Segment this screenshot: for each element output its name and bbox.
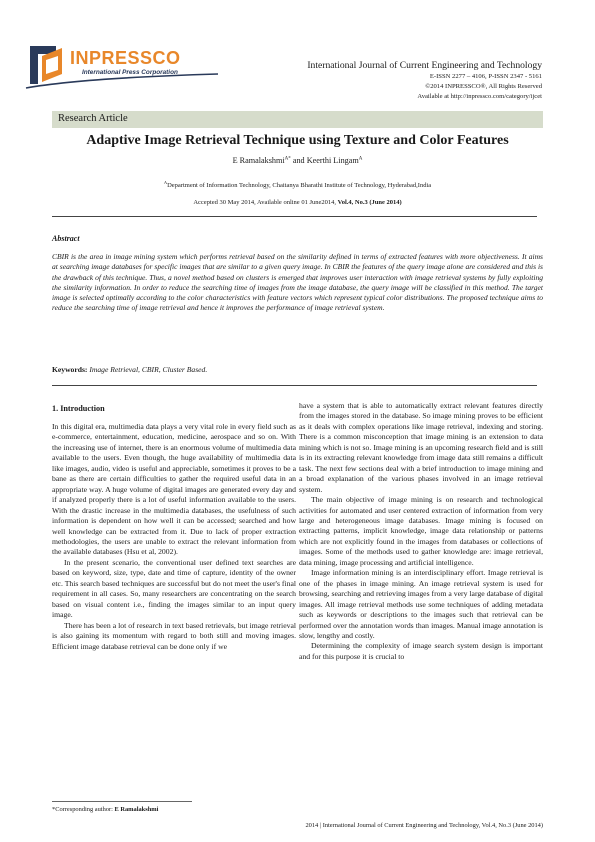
- body-paragraph: In this digital era, multimedia data plays a very vital role in every field such as e-commerce, entertainment, education, medicine, aerospace and so on. With the increasing use of internet, there is an enormous volume of multimedia data available to the users. Even though, the huge availability of multimedia data like images, audio, video is useful and appreciable, sometimes it proves to be a bane as there are certain difficulties to gather the required useful data in an appropriate way. A huge volume of digital images are generated every day and if analyzed properly there is a lot of useful information available to the users. With the drastic increase in the multimedia databases, the usefulness of such information is dependent on how well it can be accessed; searched and how well knowledge can be extracted from it. Due to lack of proper extraction methodologies, the users are unable to extract the relevant information from the available databases (Hsu et al, 2002).: [52, 422, 296, 557]
- corresponding-author-footnote: [52, 806, 158, 813]
- author-name: E Ramalakshmi: [232, 156, 285, 165]
- journal-copyright: ©2014 INPRESSCO®, All Rights Reserved: [425, 83, 542, 90]
- logo-tagline: International Press Corporation: [82, 69, 178, 76]
- issue-date: (June 2014): [369, 199, 402, 206]
- page-footer: 2014 | International Journal of Current Engineering and Technology, Vol.4, No.3 (June 2014): [305, 822, 543, 829]
- body-paragraph: Image information mining is an interdisciplinary effort. Image retrieval is one of the phases in image mining. An image retrieval system is used for browsing, searching and retrieving images from a very large database of digital images. All image retrieval methods use some techniques of adding metadata such as keywords or descriptions to the images such that retrieval can be performed over the annotation words than images. Manual image annotation is slow, lengthy and costly.: [299, 568, 543, 640]
- author-superscript: A: [358, 156, 363, 162]
- footnote-label: *Corresponding author:: [52, 806, 113, 813]
- divider: [52, 385, 537, 386]
- section-heading: 1. Introduction: [52, 404, 105, 413]
- author-line: [40, 156, 555, 165]
- left-column: [52, 422, 296, 652]
- author-connector: and: [292, 156, 305, 165]
- affiliation-superscript: A: [163, 180, 168, 185]
- body-paragraph: have a system that is able to automatically extract relevant features directly from the images stored in the database. So image mining proves to be efficient as it deals with complex operations like image retrieval, indexing and storing. There is a common misconception that image mining is an extension to data mining which is not so. Image mining is an upcoming research field and is still is in its extracting relevant knowledge from image data still remains a difficult task. The next few sections deal with a brief introduction to image mining and a broad explanation of the various phases involved in an image retrieval system.: [299, 401, 543, 494]
- journal-url: Available at http://inpressco.com/category/ijcet: [417, 93, 542, 100]
- publication-dates: [40, 199, 555, 206]
- journal-title: International Journal of Current Engineering and Technology: [307, 60, 542, 71]
- abstract-heading: Abstract: [52, 234, 80, 243]
- author-name: Keerthi Lingam: [306, 156, 359, 165]
- author-superscript: A*: [284, 156, 291, 162]
- journal-issn: E-ISSN 2277 – 4106, P-ISSN 2347 - 5161: [429, 73, 542, 80]
- affiliation-text: Department of Information Technology, Chaitanya Bharathi Institute of Technology, Hyderabad,India: [167, 182, 432, 190]
- footnote-rule: [52, 801, 192, 802]
- keywords-text: Image Retrieval, CBIR, Cluster Based.: [89, 365, 208, 374]
- divider: [52, 216, 537, 217]
- footnote-name: E Ramalakshmi: [114, 806, 159, 813]
- article-type-label: Research Article: [58, 113, 128, 124]
- right-column: [299, 401, 543, 662]
- accepted-text: Accepted 30 May 2014, Available online 01 June2014,: [193, 199, 336, 206]
- body-paragraph: In the present scenario, the conventional user defined text searches are based on keyword, size, type, date and time of capture, identity of the owner etc. This search based techniques are successful but do not meet the user's final requirement in all cases. So, many researchers are concentrating on the search based on visual content i.e., finding the images similar to an input query image.: [52, 557, 296, 620]
- body-paragraph: There has been a lot of research in text based retrievals, but image retrieval is also gaining its momentum with regard to both still and moving images. Efficient image database retrieval can be done only if we: [52, 620, 296, 651]
- affiliation: [40, 180, 555, 189]
- keywords: [52, 365, 207, 374]
- keywords-label: Keywords:: [52, 365, 88, 374]
- logo-wordmark: INPRESSCO: [70, 48, 181, 68]
- body-paragraph: The main objective of image mining is on research and technological activities for automated and user centered extraction of information from very large and heterogeneous image databases. Image mining is focused on extracting patterns, implicit knowledge, image data relationship or patterns which are not explicitly found in the images from databases or collections of images. Some of the methods used to gather knowledge are: image retrieval, data mining, image processing and artificial intelligence.: [299, 495, 543, 567]
- body-paragraph: Determining the complexity of image search system design is important and for this purpose it is crucial to: [299, 641, 543, 661]
- volume-issue: Vol.4, No.3: [337, 199, 368, 206]
- paper-title: Adaptive Image Retrieval Technique using Texture and Color Features: [86, 133, 509, 148]
- abstract-text: CBIR is the area in image mining system which performs retrieval based on the similarity defined in terms of extracted features with more objectiveness. It aims at searching image databases for specific images that are similar to a given query image. In CBIR the features of the query image alone are considered and this is the drawback of this technique. Thus, a novel method based on clusters is emerged that improves user interaction with image retrieval systems by fully exploiting the similarity information. In order to reduce the searching time of images from the image database, the query image will be classified in this method. The target image is selected optimally according to the color characteristics with feature vectors which represent typical color distributions. The proposed technique aims to reduce the searching time of image retrieval and hence it improves the performance of image retrieval system.: [52, 252, 543, 313]
